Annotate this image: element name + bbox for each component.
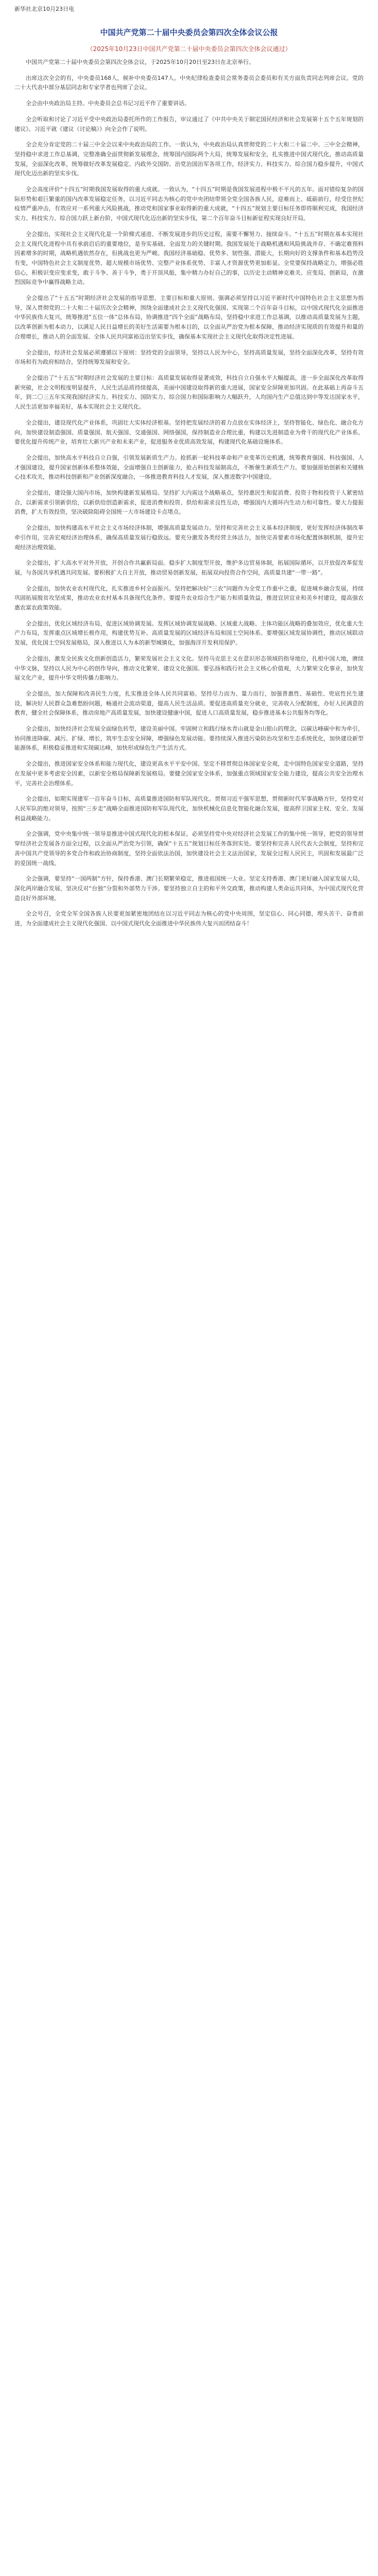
paragraph-21: 全会提出，推进国家安全体系和能力现代化，建设更高水平平安中国。坚定不移贯彻总体国家安全观，走中国特色国家安全道路，坚持在发展中更多考虑安全因素，以新安全格局保障新发展格局。要健全国家安全体系，加强重点领域国家安全能力建设，提高公共安全治理水平，完善社会治理体系。 — [14, 760, 364, 787]
paragraph-19: 全会提出，加大保障和改善民生力度，扎实推进全体人民共同富裕。坚持尽力而为、量力而行，加强普惠性、基础性、兜底性民生建设，解决好人民群众急难愁盼问题，畅通社会流动渠道，提高人民生活品质。要促进高质量充分就业，完善收入分配制度，办好人民满意的教育，健全社会保障体系，推动房地产高质量发展，加快建设健康中国，促进人口高质量发展，稳步推进基本公共服务均等化。 — [14, 690, 364, 717]
article-title: 中国共产党第二十届中央委员会第四次全体会议公报 — [100, 28, 278, 37]
paragraph-13: 全会提出，建设强大国内市场，加快构建新发展格局。坚持扩大内需这个战略基点，坚持惠民生和促消费、投资于物和投资于人紧密结合，以新需求引领新供给，以新供给创造新需求，促进消费和投资、供给和需求良性互动，增强国内大循环内生动力和可靠性。要大力提振消费，扩大有效投资，坚决破除阻碍全国统一大市场建设卡点堵点。 — [14, 489, 364, 516]
paragraph-20: 全会提出，加快经济社会发展全面绿色转型，建设美丽中国。牢固树立和践行绿水青山就是金山银山的理念，以碳达峰碳中和为牵引，协同推进降碳、减污、扩绿、增长，筑牢生态安全屏障，增强绿色发展动能。要持续深入推进污染防治攻坚和生态系统优化，加快建设新型能源体系，积极稳妥推进和实现碳达峰，加快形成绿色生产生活方式。 — [14, 725, 364, 752]
paragraph-4: 全会听取和讨论了习近平受中央政治局委托所作的工作报告，审议通过了《中共中央关于制定国民经济和社会发展第十五个五年规划的建议》。习近平就《建议（讨论稿）》向全会作了说明。 — [14, 115, 364, 132]
paragraph-25: 全会号召，全党全军全国各族人民要更加紧密地团结在以习近平同志为核心的党中央周围，坚定信心、同心同德，埋头苦干、奋勇前进，为全面建成社会主义现代化强国、以中国式现代化全面推进中华民族伟大复兴而团结奋斗！ — [14, 910, 364, 927]
paragraph-11: 全会提出，建设现代化产业体系，巩固壮大实体经济根基。坚持把发展经济的着力点放在实体经济上，坚持智能化、绿色化、融合化方向，加快建设制造强国、质量强国、航天强国、交通强国、网络强国，保持制造业合理比重，构建以先进制造业为骨干的现代化产业体系。要优化提升传统产业，培育壮大新兴产业和未来产业，促进服务业优质高效发展，构建现代化基础设施体系。 — [14, 419, 364, 446]
paragraph-16: 全会提出，加快农业农村现代化，扎实推进乡村全面振兴。坚持把解决好“三农”问题作为全党工作重中之重，促进城乡融合发展，持续巩固拓展脱贫攻坚成果，推动农业农村基本具备现代化条件。要提升农业综合生产能力和质量效益，推进宜居宜业和美乡村建设，提高强农惠农富农政策效能。 — [14, 585, 364, 612]
article-subtitle: （2025年10月23日中国共产党第二十届中央委员会第四次全体会议通过） — [87, 45, 291, 53]
paragraph-24: 全会强调，要坚持“一国两制”方针，保持香港、澳门长期繁荣稳定，推进祖国统一大业。坚定支持香港、澳门更好融入国家发展大局，深化两岸融合发展，坚决反对“台独”分裂和外部势力干涉。要坚持独立自主的和平外交政策，推动构建人类命运共同体，为中国式现代化营造良好外部环境。 — [14, 875, 364, 902]
paragraph-7: 全会提出，实现社会主义现代化是一个阶梯式递进、不断发展进步的历史过程，需要不懈努力、接续奋斗。“十五五”时期在基本实现社会主义现代化进程中具有承前启后的重要地位，是夯实基础、全面发力的关键时期。我国发展处于战略机遇和风险挑战并存、不确定难预料因素增多的时期，战略机遇依然存在，但挑战也更为严峻。我国经济基础稳、优势多、韧性强、潜能大，长期向好的支撑条件和基本趋势没有变，中国特色社会主义制度优势、超大规模市场优势、完整产业体系优势、丰富人才资源优势更加彰显。全党要保持战略定力，增强必胜信心，积极识变应变求变，敢于斗争、善于斗争，勇于开顶风船，集中精力办好自己的事，以历史主动精神克难关、应变局、创新局，在激烈国际竞争中赢得战略主动。 — [14, 230, 364, 286]
paragraph-5: 全会充分肯定党的二十届三中全会以来中央政治局的工作。一致认为，中央政治局认真贯彻党的二十大和二十届二中、三中全会精神，坚持稳中求进工作总基调，完整准确全面贯彻新发展理念，统筹国内国际两个大局，统筹发展和安全，扎实推进中国式现代化，推动高质量发展，全面深化改革，统筹做好改革发展稳定、内政外交国防、治党治国治军各项工作，经济实力、科技实力、综合国力稳步提升，中国式现代化迈出新的坚实步伐。 — [14, 141, 364, 177]
paragraph-12: 全会提出，加快高水平科技自立自强，引领发展新质生产力。抢抓新一轮科技革命和产业变革历史机遇，统筹教育强国、科技强国、人才强国建设，提升国家创新体系整体效能，全面增强自主创新能力，抢占科技发展制高点，不断催生新质生产力。要加强原始创新和关键核心技术攻关，推动科技创新和产业创新深度融合，一体推进教育科技人才发展，深入推进数字中国建设。 — [14, 454, 364, 481]
paragraph-9: 全会提出，经济社会发展必须遵循以下原则：坚持党的全面领导，坚持以人民为中心，坚持高质量发展，坚持全面深化改革，坚持有效市场和有为政府相结合，坚持统筹发展和安全。 — [14, 349, 364, 366]
paragraph-8: 全会提出了“十五五”时期经济社会发展的指导思想、主要目标和重大原则。强调必须坚持以习近平新时代中国特色社会主义思想为指导，深入贯彻党的二十大和二十届历次全会精神，围绕全面建成社会主义现代化强国、实现第二个百年奋斗目标，以中国式现代化全面推进中华民族伟大复兴，统筹推进“五位一体”总体布局，协调推进“四个全面”战略布局，坚持稳中求进工作总基调，以推动高质量发展为主题，以改革创新为根本动力，以满足人民日益增长的美好生活需要为根本目的，以全面从严治党为根本保障，推动经济实现质的有效提升和量的合理增长，推动人的全面发展、全体人民共同富裕迈出坚实步伐，确保基本实现社会主义现代化取得决定性进展。 — [14, 295, 364, 340]
paragraph-1: 中国共产党第二十届中央委员会第四次全体会议，于2025年10月20日至23日在北京举行。 — [26, 59, 254, 65]
paragraph-10: 全会提出了“十五五”时期经济社会发展的主要目标：高质量发展取得显著成效，科技自立自强水平大幅提高，进一步全面深化改革取得新突破，社会文明程度明显提升，人民生活品质持续提高，美丽中国建设取得新的重大进展，国家安全屏障更加巩固。在此基础上再奋斗五年，到二〇三五年实现我国经济实力、科技实力、国防实力、综合国力和国际影响力大幅跃升，人均国内生产总值达到中等发达国家水平，人民生活更加幸福美好，基本实现社会主义现代化。 — [14, 374, 364, 411]
paragraph-3: 全会由中央政治局主持。中央委员会总书记习近平作了重要讲话。 — [26, 100, 190, 107]
paragraph-22: 全会提出，如期实现建军一百年奋斗目标，高质量推进国防和军队现代化。贯彻习近平强军思想，贯彻新时代军事战略方针，坚持党对人民军队的绝对领导，按照“三步走”战略全面推进国防和军队现代化，加快机械化信息化智能化融合发展，提高捍卫国家主权、安全、发展利益战略能力。 — [14, 795, 364, 822]
paragraph-6: 全会高度评价“十四五”时期我国发展取得的重大成就。一致认为，“十四五”时期是我国发展进程中极不平凡的五年。面对错综复杂的国际形势和艰巨繁重的国内改革发展稳定任务，以习近平同志为核心的党中央团结带领全党全国各族人民，迎难而上、砥砺前行，经受住世纪疫情严重冲击，有效应对一系列重大风险挑战，推动党和国家事业取得新的重大成就，“十四五”规划主要目标任务即将顺利完成，我国经济实力、科技实力、综合国力跃上新台阶，中国式现代化迈出新的坚实步伐，第二个百年奋斗目标新征程实现良好开局。 — [14, 186, 364, 222]
paragraph-18: 全会提出，激发全民族文化创新创造活力，繁荣发展社会主义文化。坚持马克思主义在意识形态领域的指导地位，扎根中国大地，赓续中华文脉，坚持以人民为中心的创作导向，推动文化繁荣、建设文化强国。要弘扬和践行社会主义核心价值观，大力繁荣文化事业，加快发展文化产业，提升中华文明传播力影响力。 — [14, 655, 364, 682]
paragraph-23: 全会强调，党中央集中统一领导是推进中国式现代化的根本保证。必须坚持党中央对经济社会发展工作的集中统一领导，把党的领导贯穿经济社会发展各方面全过程，以全面从严治党为引领，确保“十五五”规划目标任务落到实处。要坚持和完善人民代表大会制度，坚持和完善中国共产党领导的多党合作和政治协商制度，坚持全面依法治国，加快建设社会主义法治国家，发展全过程人民民主，巩固和发展最广泛的爱国统一战线。 — [14, 831, 364, 867]
paragraph-2: 出席这次全会的有，中央委员168人，候补中央委员147人。中央纪律检查委员会常务委员会委员和有关方面负责同志列席会议。党的二十大代表中部分基层同志和专家学者也列席了会议。 — [14, 74, 364, 91]
paragraph-14: 全会提出，加快构建高水平社会主义市场经济体制，增强高质量发展动力。坚持和完善社会主义基本经济制度，更好发挥经济体制改革牵引作用，完善宏观经济治理体系，确保高质量发展行稳致远。要充分激发各类经营主体活力，加快完善要素市场化配置体制机制，提升宏观经济治理效能。 — [14, 524, 364, 551]
article-body — [14, 58, 364, 929]
paragraph-15: 全会提出，扩大高水平对外开放，开创合作共赢新局面。稳步扩大制度型开放，维护多边贸易体制，拓展国际循环，以开放促改革促发展，与各国共享机遇共同发展。要积极扩大自主开放，推动贸易创新发展，拓展双向投资合作空间，高质量共建“一带一路”。 — [14, 560, 364, 576]
paragraph-17: 全会提出，优化区域经济布局，促进区域协调发展。发挥区域协调发展战略、区域重大战略、主体功能区战略的叠加效应，优化重大生产力布局，发挥重点区域增长极作用，构建优势互补、高质量发展的区域经济布局和国土空间体系。要增强区域发展协调性，推动区域联动发展，优化国土空间发展格局，深入推进以人为本的新型城镇化，加强海洋开发利用保护。 — [14, 620, 364, 647]
dateline: 新华社北京10月23日电 — [14, 6, 74, 12]
